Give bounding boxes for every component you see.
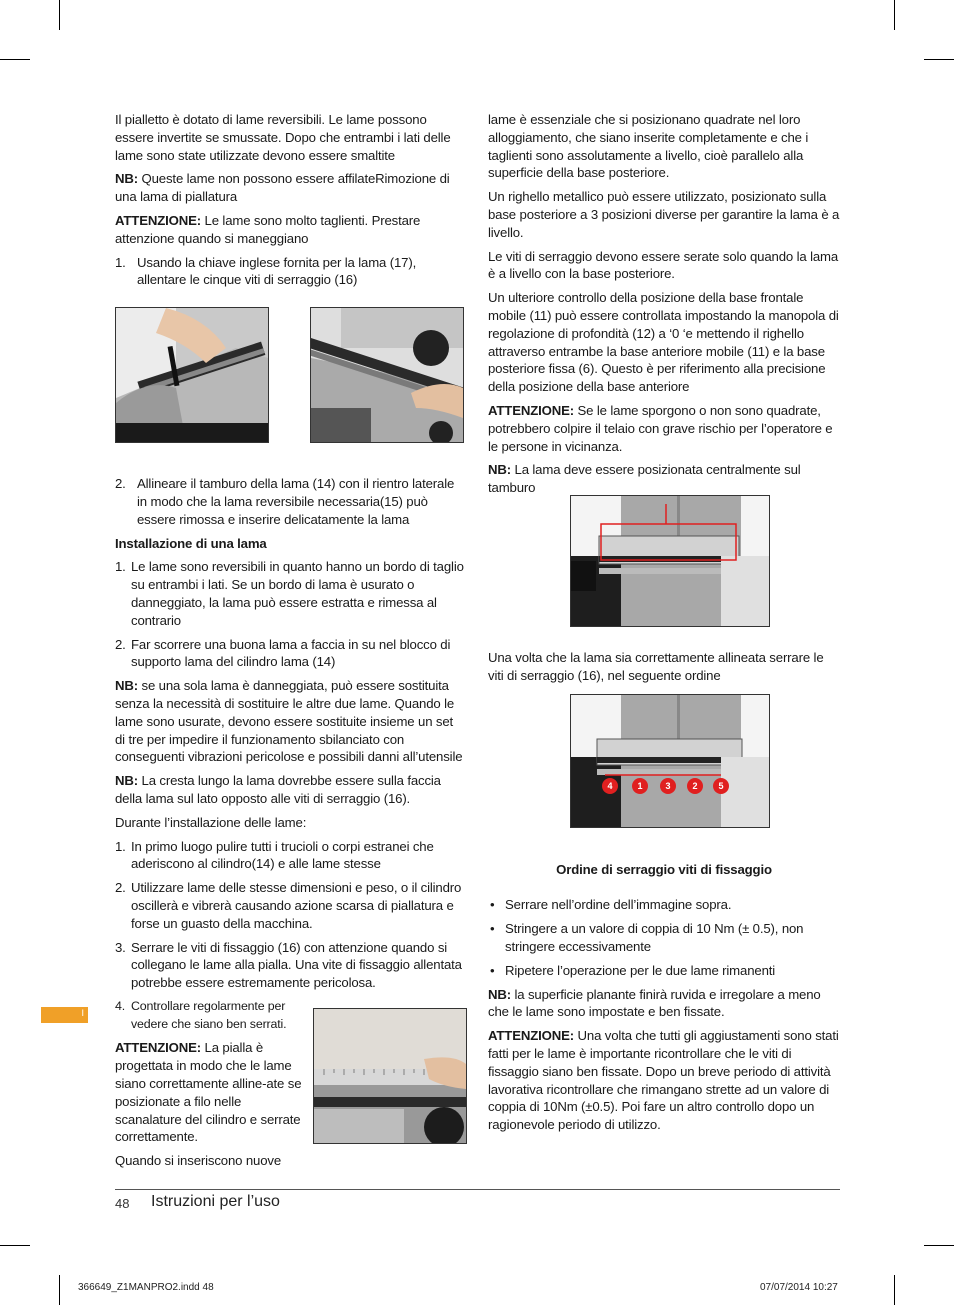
body-paragraph: Una volta che la lama sia correttamente allineata serrare le viti di serraggio (16), nel seguente ordine [488, 649, 824, 683]
crop-mark [59, 0, 60, 30]
crop-mark [894, 1275, 895, 1305]
warning-paragraph: ATTENZIONE: La pialla è progettata in modo che le lame siano correttamente alline-ate se posizionate a filo nelle scanalature del cilindro e serrate correttamente. [115, 1040, 302, 1145]
list-item: 3. Serrare le viti di fissaggio (16) con attenzione quando si collegano le lame alla pialla. Una vite di fissaggio allentata potrebbe essere estremamente pericolosa. [115, 939, 462, 991]
list-item: 4. Controllare regolarmente per vedere che siano ben serrati. [115, 998, 287, 1031]
print-date: 07/07/2014 10:27 [760, 1282, 838, 1293]
list-item: 1. In primo luogo pulire tutti i trucioli o corpi estranei che aderiscono al cilindro(14) e alle lame stesse [115, 838, 434, 872]
photo-ruler-check [313, 1008, 467, 1144]
section-heading: Installazione di una lama [115, 535, 267, 551]
warning-paragraph: ATTENZIONE: Le lame sono molto taglienti. Prestare attenzione quando si maneggiano [115, 212, 421, 246]
note-paragraph: NB: La cresta lungo la lama dovrebbe essere sulla faccia della lama sul lato opposto alle viti di serraggio (16). [115, 773, 441, 806]
note-paragraph: NB: Queste lame non possono essere affilateRimozione di una lama di piallatura [115, 171, 450, 205]
screw-order-marker: 2 [687, 778, 703, 794]
screw-order-marker: 5 [713, 778, 729, 794]
bullet-item: • Ripetere l’operazione per le due lame rimanenti [490, 962, 776, 978]
file-info: 366649_Z1MANPRO2.indd 48 [78, 1282, 214, 1293]
body-paragraph: Le viti di serraggio devono essere serate solo quando la lama è a livello con la base posteriore. [488, 248, 839, 282]
crop-mark [59, 1275, 60, 1305]
crop-mark [0, 59, 30, 60]
crop-mark [894, 0, 895, 30]
note-paragraph: NB: La lama deve essere posizionata centralmente sul tamburo [488, 462, 801, 496]
footer-title: Istruzioni per l’uso [151, 1193, 280, 1210]
figure-caption: Ordine di serraggio viti di fissaggio [556, 861, 772, 877]
body-paragraph: Un righello metallico può essere utilizzato, posizionato sulla base posteriore a 3 posizioni diverse per garantire la lama è a livello. [488, 189, 840, 240]
step-item: 2. Allineare il tamburo della lama (14) con il rientro laterale in modo che la lama reversibile necessaria(15) può essere rimossa e inserire delicatamente la lama [115, 476, 455, 527]
photo-blade-centered [570, 495, 770, 627]
warning-paragraph: ATTENZIONE: Una volta che tutti gli aggiustamenti sono stati fatti per le lame è importante ricontrollare che le viti di fissaggio siano ben fissate. Dopo un breve periodo di attività lavorativa ricontrollare che rimangano strette ad un valore di coppia di 10Nm (±0.5). Poi fare un altro controllo dopo un ragionevole periodo di utilizzo. [488, 1028, 839, 1133]
step-item: 1. Usando la chiave inglese fornita per la lama (17), allentare le cinque viti di serraggio (16) [115, 254, 417, 288]
intro-paragraph: Il pialletto è dotato di lame reversibili. Le lame possono essere invertite se smussate. Dopo che entrambi i lati delle lame sono state utilizzate devono essere smaltite [115, 112, 451, 163]
photo-removing-blade [310, 307, 464, 443]
warning-paragraph: ATTENZIONE: Se le lame sporgono o non sono quadrate, potrebbero colpire il telaio con grave rischio per l’operatore e le persone in vicinanza. [488, 402, 833, 454]
screw-order-marker: 1 [632, 778, 648, 794]
crop-mark [924, 59, 954, 60]
list-item: 1. Le lame sono reversibili in quanto hanno un bordo di taglio su entrambi i lati. Se un bordo di lama è usurato o danneggiato, la lama può essere estratta e rimessa al contrario [115, 559, 464, 628]
bullet-item: • Serrare nell’ordine dell’immagine sopra. [490, 897, 732, 913]
photo-loosening-screws [115, 307, 269, 443]
body-paragraph: Durante l’installazione delle lame: [115, 814, 307, 830]
crop-mark [924, 1245, 954, 1246]
body-paragraph: lame è essenziale che si posizionano quadrate nel loro alloggiamento, che siano inserite completamente e che i taglienti sono assolutamente a livello, cioè parallelo alla superficie della base posteriore. [488, 112, 809, 181]
list-item: 2. Far scorrere una buona lama a faccia in su nel blocco di supporto lama del cilindro lama (14) [115, 636, 451, 670]
bullet-item: • Stringere a un valore di coppia di 10 Nm (± 0.5), non stringere eccessivamente [490, 921, 804, 954]
note-paragraph: NB: la superficie planante finirà ruvida e irregolare a meno che le lame sono impostate e ben fissate. [488, 986, 821, 1020]
crop-mark [0, 1245, 30, 1246]
list-item: 2. Utilizzare lame delle stesse dimensioni e peso, o il cilindro oscillerà e vibrerà causando azione scarsa di piallatura e forse un guasto della macchina. [115, 880, 462, 931]
body-paragraph: Un ulteriore controllo della posizione della base frontale mobile (11) può essere controllata impostando la manopola di regolazione di profondità (12) a ‘0 ‘e mettendo il righello attraverso entrambe la base anteriore mobile (11) e la base posteriore fissa (6). Questo è per riferimento alla precisione della posizione della base anteriore [488, 290, 839, 395]
note-paragraph: NB: se una sola lama è danneggiata, può essere sostituita senza la necessità di sostituire le altre due lame. Quando le lame sono usurate, devono essere sostituite insieme un set di tre per impedire il funzionamento sbilanciato con conseguenti vibrazioni pericolose e possibili danni all’utensile [115, 678, 463, 765]
body-paragraph: Quando si inseriscono nuove [115, 1153, 282, 1169]
page-number: 48 [115, 1196, 130, 1211]
photo-screw-order [570, 694, 770, 828]
screw-order-marker: 4 [602, 778, 618, 794]
footer-divider [115, 1189, 840, 1190]
screw-order-marker: 3 [660, 778, 676, 794]
language-tab: I [41, 1007, 88, 1023]
